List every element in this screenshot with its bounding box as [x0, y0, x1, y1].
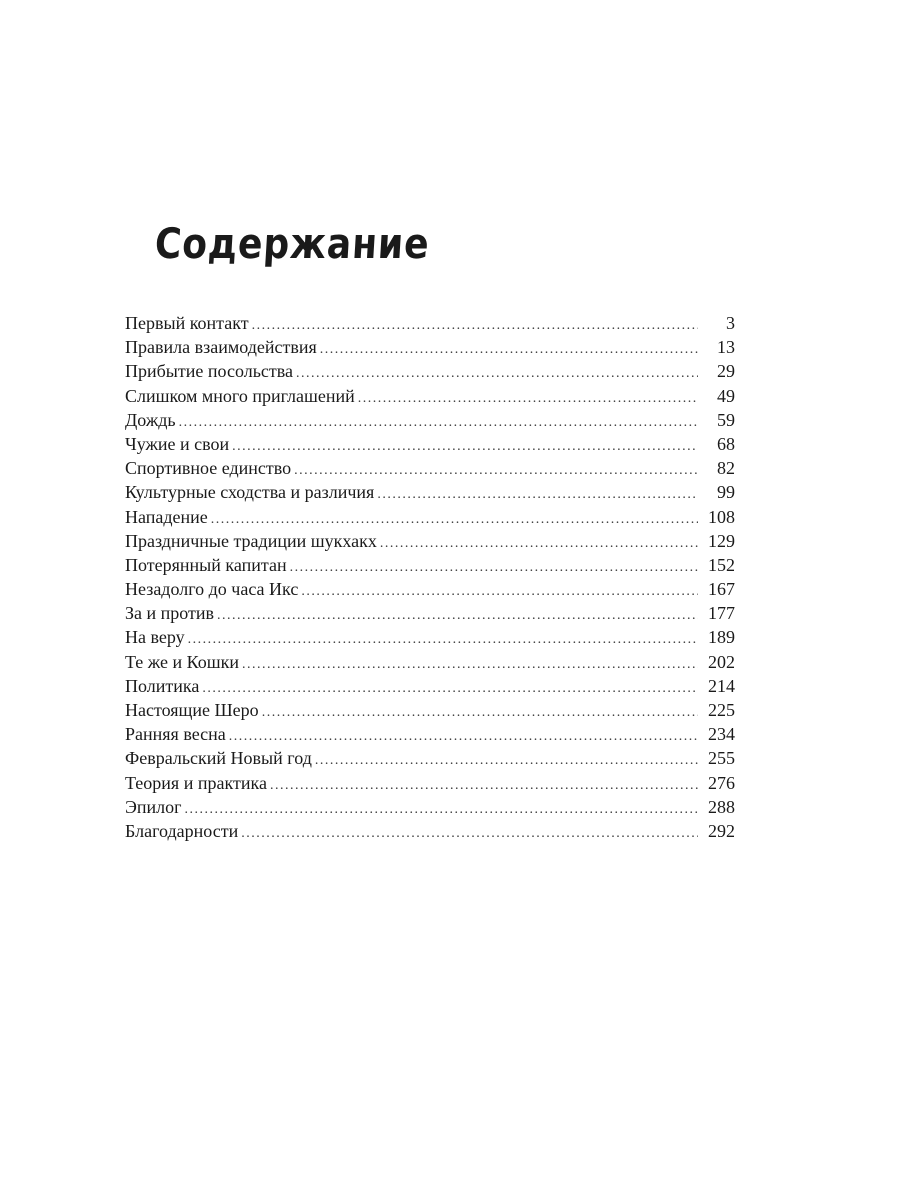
toc-entry-page-number: 129: [708, 530, 735, 551]
toc-entry-page-number: 68: [717, 433, 735, 454]
toc-entry-page-number: 255: [708, 748, 735, 769]
dot-leader: [232, 435, 698, 456]
toc-entry-page-number: 29: [717, 361, 735, 382]
dot-leader: [241, 822, 698, 843]
toc-entry-label: Незадолго до часа Икс: [125, 579, 299, 600]
toc-entry-label: Слишком много приглашений: [125, 385, 355, 406]
toc-entry-page-number: 167: [708, 579, 735, 600]
dot-leader: [185, 798, 698, 819]
toc-entry: [125, 553, 735, 577]
toc-entry: [125, 335, 735, 359]
toc-entry: [125, 359, 735, 383]
toc-entry-label: Нападение: [125, 506, 208, 527]
toc-entry: [125, 601, 735, 625]
toc-entry-label: Праздничные традиции шукхакх: [125, 530, 377, 551]
toc-entry-label: Чужие и свои: [125, 433, 230, 454]
toc-entry-label: Первый контакт: [125, 313, 249, 333]
toc-entry-page-number: 276: [708, 772, 735, 793]
toc-entry: [125, 311, 735, 335]
toc-entry-label: Политика: [125, 675, 200, 696]
dot-leader: [211, 508, 698, 529]
toc-entry-label: Правила взаимодействия: [125, 337, 317, 358]
dot-leader: [229, 725, 698, 746]
dot-leader: [377, 483, 698, 504]
toc-entry: [125, 529, 735, 553]
dot-leader: [320, 338, 698, 359]
toc-entry-label: Эпилог: [125, 796, 182, 817]
dot-leader: [179, 411, 698, 432]
toc-entry-label: Спортивное единство: [125, 458, 292, 479]
toc-entry: [125, 432, 735, 456]
toc-entry-label: За и против: [125, 603, 215, 624]
toc-entry-page-number: 49: [717, 385, 735, 406]
toc-entry: [125, 480, 735, 504]
toc-entry-page-number: 108: [708, 506, 735, 527]
dot-leader: [217, 604, 698, 625]
toc-entry: [125, 408, 735, 432]
toc-entry-label: Настоящие Шеро: [125, 700, 259, 720]
dot-leader: [188, 628, 698, 649]
toc-entry-label: Дождь: [125, 409, 176, 430]
toc-entry-page-number: 59: [717, 409, 735, 430]
toc-entry-label: Культурные сходства и различия: [125, 482, 375, 503]
toc-entry: [125, 698, 735, 722]
toc-entry-page-number: 3: [726, 313, 735, 333]
toc-entry-page-number: 13: [717, 337, 735, 358]
toc-entry: [125, 384, 735, 408]
toc-title: Содержание: [153, 219, 432, 268]
toc-entry-page-number: 152: [708, 554, 735, 575]
toc-entry-page-number: 177: [708, 603, 735, 624]
toc-entry: [125, 650, 735, 674]
dot-leader: [301, 580, 698, 601]
dot-leader: [252, 314, 698, 335]
dot-leader: [290, 556, 698, 577]
toc-entry-page-number: 99: [717, 482, 735, 503]
toc-entry-label: Те же и Кошки: [125, 651, 239, 672]
dot-leader: [262, 701, 698, 722]
dot-leader: [242, 653, 698, 674]
toc-entry-label: Благодарности: [125, 820, 239, 841]
toc-entry-page-number: 189: [708, 627, 735, 648]
toc-entry: [125, 722, 735, 746]
toc-entry-page-number: 214: [708, 675, 735, 696]
toc-entry-page-number: 234: [708, 724, 735, 745]
toc-entry: [125, 625, 735, 649]
toc-entry-page-number: 225: [708, 700, 735, 720]
toc-entry-label: Ранняя весна: [125, 724, 226, 745]
toc-entry-label: На веру: [125, 627, 185, 648]
toc-entry-page-number: 202: [708, 651, 735, 672]
toc-entry-label: Теория и практика: [125, 772, 267, 793]
dot-leader: [270, 774, 698, 795]
toc-entry-label: Февральский Новый год: [125, 748, 312, 769]
dot-leader: [202, 677, 698, 698]
toc-list: [125, 311, 735, 843]
dot-leader: [315, 749, 698, 770]
dot-leader: [294, 459, 698, 480]
toc-entry-page-number: 288: [708, 796, 735, 817]
dot-leader: [296, 362, 698, 383]
toc-entry: [125, 505, 735, 529]
toc-entry: [125, 674, 735, 698]
toc-entry: [125, 746, 735, 770]
dot-leader: [358, 387, 698, 408]
toc-entry: [125, 456, 735, 480]
toc-entry: [125, 819, 735, 843]
toc-entry: [125, 795, 735, 819]
toc-entry: [125, 771, 735, 795]
toc-entry: [125, 577, 735, 601]
toc-entry-page-number: 82: [717, 458, 735, 479]
dot-leader: [380, 532, 698, 553]
toc-entry-label: Прибытие посольства: [125, 361, 294, 382]
toc-entry-label: Потерянный капитан: [125, 554, 287, 575]
toc-entry-page-number: 292: [708, 820, 735, 841]
